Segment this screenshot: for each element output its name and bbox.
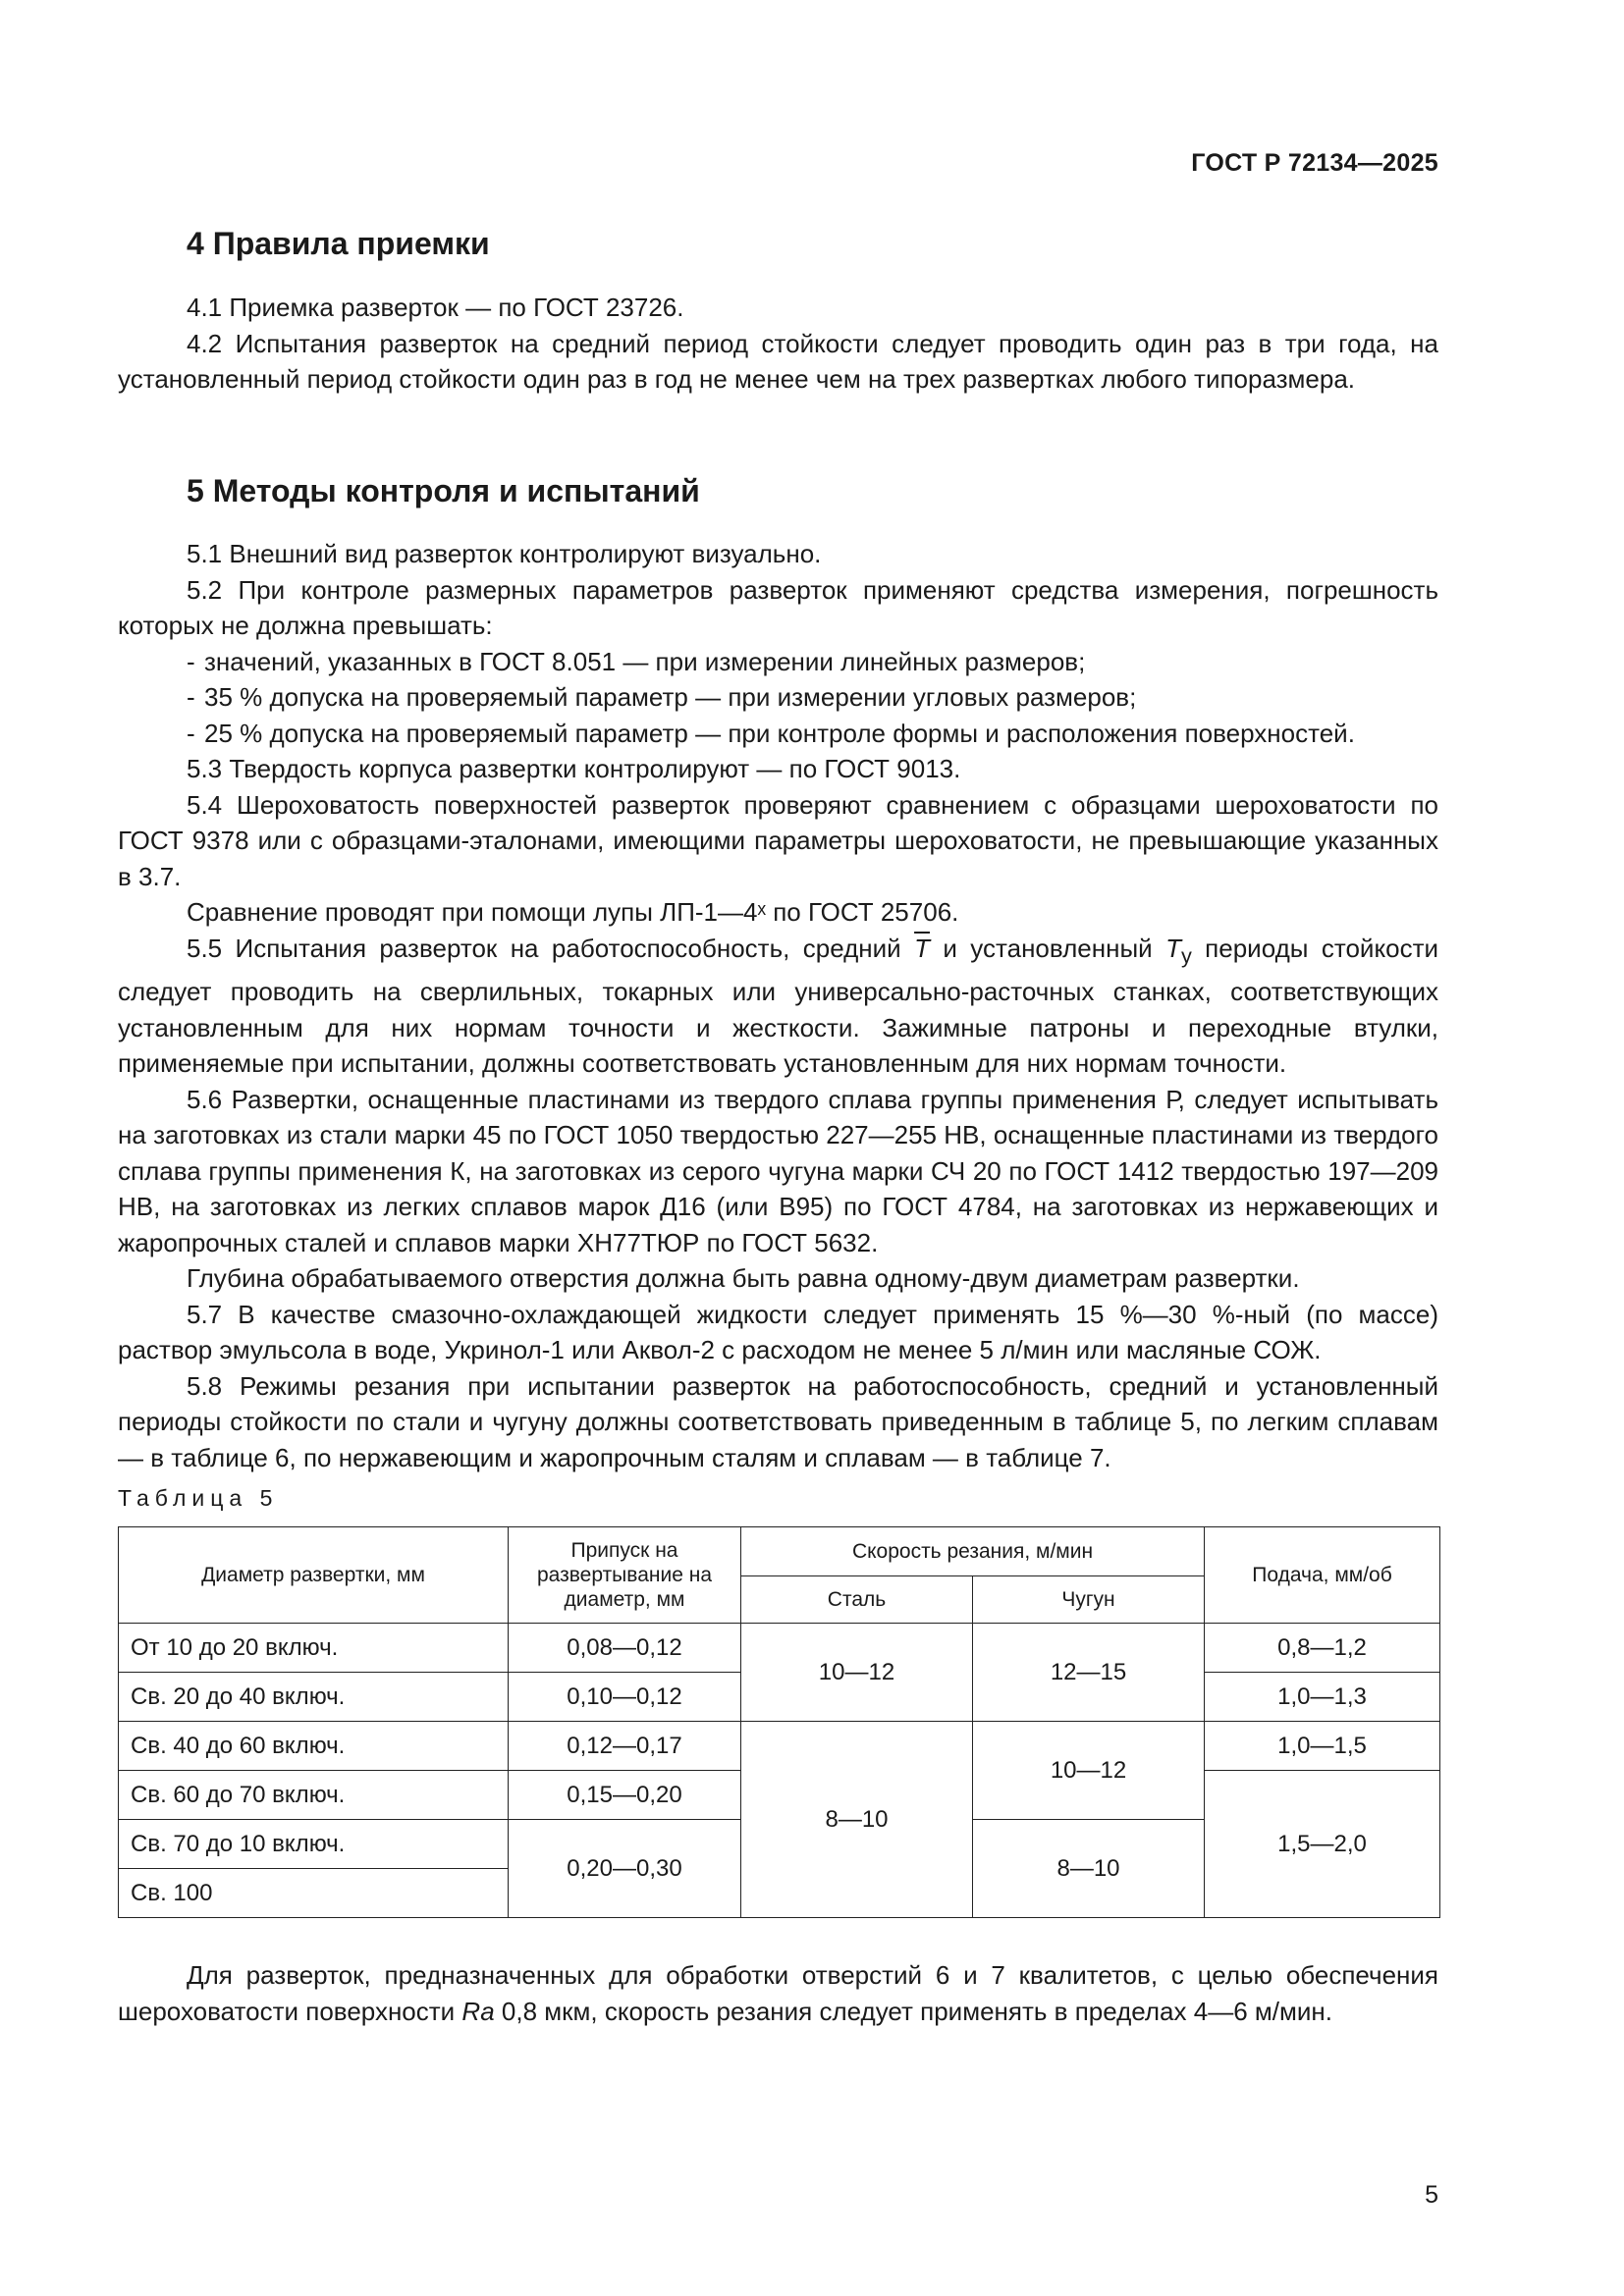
table-note bbox=[118, 1957, 1438, 2029]
header-allowance: Припуск на развертывание на диаметр, мм bbox=[509, 1527, 741, 1624]
table-5 bbox=[118, 1526, 1440, 1918]
cell-allowance: 0,15—0,20 bbox=[509, 1771, 741, 1820]
cell-allowance: 0,20—0,30 bbox=[509, 1820, 741, 1918]
cell-feed: 1,0—1,3 bbox=[1205, 1673, 1440, 1722]
paragraph-5-5: 5.5 Испытания разверток на работоспособность, средний $\overline{T}$ и установленный $T_у$ периоды стойкости следует проводить на сверлильных, токарных или универсально-расточных станках, соответствующих установленным для них нормам точности и жесткости. Зажимные патроны и переходные втулки, применяемые при испытании, должны соответствовать установленным для них нормам точности. bbox=[118, 933, 1438, 1079]
header-diameter: Диаметр развертки, мм bbox=[119, 1527, 509, 1624]
cell-iron-speed: 10—12 bbox=[973, 1722, 1205, 1820]
cell-feed: 1,0—1,5 bbox=[1205, 1722, 1440, 1771]
section-5-heading: 5 Методы контроля и испытаний bbox=[187, 473, 700, 508]
cell-diameter: Св. 70 до 10 включ. bbox=[119, 1820, 509, 1869]
list-item: - 25 % допуска на проверяемый параметр — при контроле формы и расположения поверхностей. bbox=[187, 718, 1355, 748]
paragraph-5-4-magnifier: Сравнение проводят при помощи лупы ЛП-1—4ˣ по ГОСТ 25706. bbox=[187, 897, 959, 927]
paragraph-5-3: 5.3 Твердость корпуса развертки контролируют — по ГОСТ 9013. bbox=[187, 754, 961, 783]
section-4-body bbox=[118, 290, 1438, 398]
symbol-t-set: T bbox=[1165, 933, 1181, 963]
cell-allowance: 0,12—0,17 bbox=[509, 1722, 741, 1771]
list-item: - значений, указанных в ГОСТ 8.051 — при измерении линейных размеров; bbox=[187, 646, 1086, 676]
table-caption: Таблица 5 bbox=[118, 1485, 279, 1511]
cell-steel-speed: 8—10 bbox=[741, 1722, 973, 1918]
paragraph-5-6: 5.6 Развертки, оснащенные пластинами из твердого сплава группы применения Р, следует испытывать на заготовках из стали марки 45 по ГОСТ 1050 твердостью 227—255 НВ, оснащенные пластинами из твердого сплава группы применения К, на заготовках из серого чугуна марки СЧ 20 по ГОСТ 1412 твердостью 197—209 НВ, на заготовках из легких сплавов марок Д16 (или В95) по ГОСТ 4784, на заготовках из нержавеющих и жаропрочных сталей и сплавов марки ХН77ТЮР по ГОСТ 5632. bbox=[118, 1084, 1438, 1257]
paragraph-5-6-depth: Глубина обрабатываемого отверстия должна быть равна одному-двум диаметрам развертки. bbox=[187, 1263, 1300, 1294]
cell-feed: 1,5—2,0 bbox=[1205, 1771, 1440, 1918]
paragraph-4-1: 4.1 Приемка разверток — по ГОСТ 23726. bbox=[187, 293, 684, 322]
paragraph-5-1: 5.1 Внешний вид разверток контролируют визуально. bbox=[187, 539, 822, 568]
paragraph-4-2: 4.2 Испытания разверток на средний период стойкости следует проводить один раз в три года, на установленный период стойкости один раз в год не менее чем на трех развертках любого типоразмера. bbox=[118, 328, 1438, 394]
table-row bbox=[119, 1624, 1440, 1673]
cell-diameter: Св. 100 bbox=[119, 1869, 509, 1918]
header-feed: Подача, мм/об bbox=[1205, 1527, 1440, 1624]
paragraph-5-7: 5.7 В качестве смазочно-охлаждающей жидкости следует применять 15 %—30 %-ный (по массе) раствор эмульсола в воде, Укринол-1 или Аквол-2 с расходом не менее 5 л/мин или масляные СОЖ. bbox=[118, 1299, 1438, 1365]
paragraph-5-4: 5.4 Шероховатость поверхностей разверток проверяют сравнением с образцами шероховатости по ГОСТ 9378 или с образцами-эталонами, имеющими параметры шероховатости, не превышающие указанных в 3.7. bbox=[118, 789, 1438, 891]
section-5-body bbox=[118, 536, 1438, 1475]
table-row bbox=[119, 1722, 1440, 1771]
cell-diameter: От 10 до 20 включ. bbox=[119, 1624, 509, 1673]
symbol-ra: Ra bbox=[461, 1996, 495, 2026]
paragraph-5-8: 5.8 Режимы резания при испытании разверток на работоспособность, средний и установленный периоды стойкости по стали и чугуну должны соответствовать приведенным в таблице 5, по легким сплавам — в таблице 6, по нержавеющим и жаропрочным сталям и сплавам — в таблице 7. bbox=[118, 1370, 1438, 1472]
cell-allowance: 0,10—0,12 bbox=[509, 1673, 741, 1722]
paragraph-after-table: Для разверток, предназначенных для обработки отверстий 6 и 7 квалитетов, с целью обеспечения шероховатости поверхности Ra 0,8 мкм, скорость резания следует применять в пределах 4—6 м/мин. bbox=[118, 1960, 1438, 2026]
header-steel: Сталь bbox=[741, 1576, 973, 1624]
cell-iron-speed: 12—15 bbox=[973, 1624, 1205, 1722]
list-item: - 35 % допуска на проверяемый параметр — при измерении угловых размеров; bbox=[187, 682, 1137, 712]
cell-diameter: Св. 40 до 60 включ. bbox=[119, 1722, 509, 1771]
cell-allowance: 0,08—0,12 bbox=[509, 1624, 741, 1673]
cell-feed: 0,8—1,2 bbox=[1205, 1624, 1440, 1673]
cell-iron-speed: 8—10 bbox=[973, 1820, 1205, 1918]
symbol-t-mean: $\overline{T}$ bbox=[914, 933, 930, 963]
cell-diameter: Св. 20 до 40 включ. bbox=[119, 1673, 509, 1722]
cell-diameter: Св. 60 до 70 включ. bbox=[119, 1771, 509, 1820]
paragraph-5-2: 5.2 При контроле размерных параметров разверток применяют средства измерения, погрешность которых не должна превышать: bbox=[118, 574, 1438, 640]
section-4-heading: 4 Правила приемки bbox=[187, 226, 490, 261]
document-code: ГОСТ Р 72134—2025 bbox=[1191, 149, 1438, 177]
header-speed: Скорость резания, м/мин bbox=[741, 1527, 1205, 1576]
page-number: 5 bbox=[1425, 2181, 1438, 2209]
header-iron: Чугун bbox=[973, 1576, 1205, 1624]
cell-steel-speed: 10—12 bbox=[741, 1624, 973, 1722]
